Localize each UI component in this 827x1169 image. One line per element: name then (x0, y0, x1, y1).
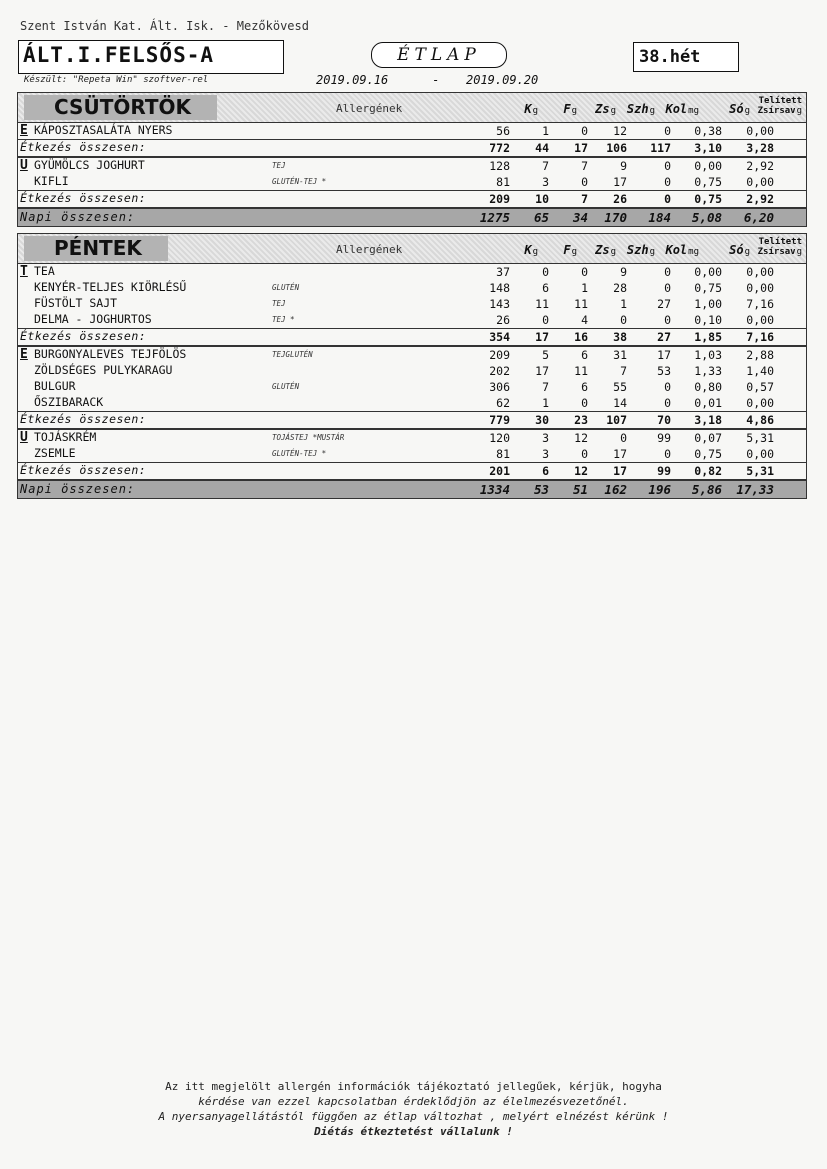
value-so: 1,03 (694, 348, 722, 362)
total-sat: 3,28 (746, 141, 774, 155)
daily-f: 65 (533, 210, 549, 225)
value-so: 0,75 (694, 447, 722, 461)
day-header (17, 92, 807, 122)
value-k: 202 (489, 364, 510, 378)
class-name-box (18, 40, 284, 74)
meal-total-spacer (272, 191, 450, 207)
col-header-k-label: K (524, 102, 532, 116)
value-f: 3 (542, 431, 549, 445)
value-kol: 0 (664, 265, 671, 279)
value-szh: 1 (620, 297, 627, 311)
menu-item-allergens: TEJGLUTÉN (272, 350, 313, 359)
col-header-k-unit: g (532, 106, 538, 116)
day-name: CSÜTÖRTÖK (24, 95, 217, 120)
total-f: 30 (535, 413, 549, 427)
col-header-sat-top: Telített (758, 96, 802, 106)
value-szh: 55 (613, 380, 627, 394)
allergens-header: Allergének (336, 102, 403, 115)
col-header-kol-label: Kol (665, 243, 688, 257)
value-so: 0,75 (694, 281, 722, 295)
value-kol: 99 (657, 431, 671, 445)
value-f: 1 (542, 396, 549, 410)
total-so: 1,85 (694, 330, 722, 344)
col-header-zs (581, 93, 620, 122)
menu-item-name-cell (18, 174, 272, 190)
value-szh: 7 (620, 364, 627, 378)
menu-item-allergens (272, 395, 450, 411)
value-f: 3 (542, 447, 549, 461)
menu-item-row (17, 312, 807, 328)
daily-total-label: Napi összesen: (20, 482, 136, 496)
value-zs: 7 (581, 159, 588, 173)
col-header-f (542, 234, 581, 263)
col-header-f-unit: g (571, 247, 577, 257)
value-k: 209 (489, 348, 510, 362)
daily-k: 1334 (479, 482, 510, 497)
menu-item-row (17, 346, 807, 363)
total-k: 772 (489, 141, 510, 155)
daily-total-label: Napi összesen: (20, 210, 136, 224)
total-zs: 17 (574, 141, 588, 155)
value-sat: 0,00 (746, 265, 774, 279)
col-header-f-label: F (563, 243, 571, 257)
col-header-sat-unit: g (796, 247, 802, 257)
col-header-zs-label: Zs (595, 102, 610, 116)
daily-f: 53 (533, 482, 549, 497)
col-header-zs-unit: g (610, 106, 616, 116)
total-sat: 5,31 (746, 464, 774, 478)
value-kol: 0 (664, 396, 671, 410)
total-szh: 38 (613, 330, 627, 344)
col-header-szh-label: Szh (626, 243, 649, 257)
value-kol: 0 (664, 380, 671, 394)
daily-zs: 34 (572, 210, 588, 225)
total-k: 201 (489, 464, 510, 478)
col-header-saturated (754, 234, 806, 263)
meal-total-spacer (272, 463, 450, 479)
value-k: 148 (489, 281, 510, 295)
menu-item-name-cell (18, 446, 272, 462)
col-header-kol (659, 234, 703, 263)
software-credit: Készült: "Repeta Win" szoftver-rel (24, 75, 209, 85)
meal-total-row (17, 462, 807, 480)
value-zs: 1 (581, 281, 588, 295)
date-to: 2019.09.20 (466, 73, 539, 87)
value-so: 0,07 (694, 431, 722, 445)
menu-item-allergens (272, 363, 450, 379)
daily-kol: 184 (648, 210, 671, 225)
meal-marker: E (20, 123, 28, 138)
daily-total-spacer (272, 209, 450, 226)
value-szh: 12 (613, 124, 627, 138)
value-sat: 0,00 (746, 281, 774, 295)
footer-line-3: A nyersanyagellátástól függően az étlap változhat , melyért elnézést kérünk ! (158, 1110, 669, 1123)
col-header-kol-label: Kol (665, 102, 688, 116)
value-szh: 28 (613, 281, 627, 295)
meal-marker: U (20, 158, 28, 173)
col-header-so (703, 234, 754, 263)
value-k: 62 (496, 396, 510, 410)
daily-kol: 196 (648, 482, 671, 497)
daily-total-row (17, 208, 807, 227)
menu-item-name: ZÖLDSÉGES PULYKARAGU (34, 363, 173, 377)
menu-title: ÉTLAP (397, 45, 481, 65)
menu-item-row (17, 446, 807, 462)
col-header-szh (620, 93, 659, 122)
value-zs: 6 (581, 348, 588, 362)
value-sat: 0,00 (746, 124, 774, 138)
menu-item-name: BURGONYALEVES TEJFÖLÖS (34, 347, 187, 361)
col-header-so-label: Só (729, 243, 744, 257)
total-k: 354 (489, 330, 510, 344)
value-zs: 4 (581, 313, 588, 327)
total-f: 6 (542, 464, 549, 478)
week-box (633, 42, 739, 72)
col-header-f (542, 93, 581, 122)
total-kol: 70 (657, 413, 671, 427)
col-header-k (478, 234, 542, 263)
total-zs: 16 (574, 330, 588, 344)
menu-item-name: KENYÉR-TELJES KIÖRLÉSŰ (34, 280, 187, 294)
menu-item-name: GYÜMÖLCS JOGHURT (34, 158, 145, 172)
menu-item-name: TEA (34, 264, 55, 278)
meal-total-row (17, 411, 807, 429)
menu-item-row (17, 395, 807, 411)
value-f: 11 (535, 297, 549, 311)
col-header-kol (659, 93, 703, 122)
menu-item-allergens: GLUTÉN-TEJ * (272, 449, 327, 458)
meal-marker: U (20, 430, 28, 445)
menu-item-allergens: GLUTÉN (272, 382, 300, 391)
menu-item-row (17, 122, 807, 139)
menu-item-allergens: TEJ (272, 299, 286, 308)
col-header-zs-label: Zs (595, 243, 610, 257)
day-name: PÉNTEK (24, 236, 168, 261)
menu-item-name: ŐSZIBARACK (34, 395, 104, 409)
date-separator: - (432, 73, 440, 87)
col-header-f-label: F (563, 102, 571, 116)
value-zs: 0 (581, 124, 588, 138)
value-zs: 12 (574, 431, 588, 445)
value-kol: 53 (657, 364, 671, 378)
col-header-kol-unit: mg (688, 247, 699, 257)
total-zs: 7 (581, 192, 588, 206)
menu-item-allergens: TEJ (272, 161, 286, 170)
value-k: 81 (496, 175, 510, 189)
total-f: 10 (535, 192, 549, 206)
value-szh: 0 (620, 431, 627, 445)
daily-so: 5,08 (691, 210, 722, 225)
total-zs: 12 (574, 464, 588, 478)
total-sat: 4,86 (746, 413, 774, 427)
value-k: 37 (496, 265, 510, 279)
footer-line-2: kérdése van ezzel kapcsolatban érdeklődjön az élelmezésvezetőnél. (198, 1095, 629, 1108)
menu-item-allergens: TOJÁSTEJ *MUSTÁR (272, 433, 345, 442)
school-name: Szent István Kat. Ált. Isk. - Mezőkövesd (20, 19, 309, 33)
menu-item-row (17, 429, 807, 446)
col-header-k-unit: g (532, 247, 538, 257)
meal-marker: T (20, 264, 28, 279)
daily-so: 5,86 (691, 482, 722, 497)
value-f: 7 (542, 159, 549, 173)
menu-item-allergens: GLUTÉN-TEJ * (272, 177, 327, 186)
footer-notes (0, 1079, 827, 1139)
value-k: 81 (496, 447, 510, 461)
total-f: 17 (535, 330, 549, 344)
value-f: 6 (542, 281, 549, 295)
menu-item-name-cell (18, 312, 272, 328)
meal-total-spacer (272, 329, 450, 345)
menu-item-name-cell (18, 379, 272, 395)
col-header-sat-bottom: Zsírsav (757, 247, 796, 257)
menu-item-name-cell (18, 430, 272, 446)
class-name: ÁLT.I.FELSŐS-A (23, 43, 215, 67)
menu-item-name-cell (18, 158, 272, 174)
value-kol: 0 (664, 159, 671, 173)
value-f: 0 (542, 265, 549, 279)
meal-total-row (17, 139, 807, 157)
menu-item-name-cell (18, 264, 272, 280)
menu-item-name: ZSEMLE (34, 446, 76, 460)
daily-total-row (17, 480, 807, 499)
value-sat: 2,92 (746, 159, 774, 173)
col-header-k-label: K (524, 243, 532, 257)
value-k: 56 (496, 124, 510, 138)
value-f: 0 (542, 313, 549, 327)
value-sat: 0,57 (746, 380, 774, 394)
col-header-so-unit: g (744, 106, 750, 116)
value-k: 143 (489, 297, 510, 311)
total-szh: 17 (613, 464, 627, 478)
daily-szh: 170 (604, 210, 627, 225)
value-kol: 27 (657, 297, 671, 311)
menu-item-row (17, 379, 807, 395)
col-header-sat-top: Telített (758, 237, 802, 247)
footer-line-1: Az itt megjelölt allergén információk tájékoztató jellegűek, kérjük, hogyha (165, 1080, 662, 1093)
total-kol: 0 (664, 192, 671, 206)
value-zs: 0 (581, 175, 588, 189)
value-zs: 6 (581, 380, 588, 394)
value-zs: 11 (574, 364, 588, 378)
value-szh: 17 (613, 175, 627, 189)
value-f: 3 (542, 175, 549, 189)
value-k: 26 (496, 313, 510, 327)
menu-item-row (17, 363, 807, 379)
total-so: 0,75 (694, 192, 722, 206)
daily-sat: 6,20 (743, 210, 774, 225)
value-so: 1,00 (694, 297, 722, 311)
value-sat: 5,31 (746, 431, 774, 445)
col-header-zs-unit: g (610, 247, 616, 257)
col-header-saturated (754, 93, 806, 122)
value-f: 7 (542, 380, 549, 394)
value-szh: 14 (613, 396, 627, 410)
menu-item-row (17, 157, 807, 174)
total-k: 779 (489, 413, 510, 427)
value-szh: 17 (613, 447, 627, 461)
menu-item-name-cell (18, 123, 272, 139)
col-header-zs (581, 234, 620, 263)
value-k: 120 (489, 431, 510, 445)
total-so: 3,10 (694, 141, 722, 155)
value-sat: 0,00 (746, 396, 774, 410)
value-f: 5 (542, 348, 549, 362)
value-so: 1,33 (694, 364, 722, 378)
menu-item-name: KÁPOSZTASALÁTA NYERS (34, 123, 173, 137)
value-kol: 17 (657, 348, 671, 362)
menu-item-allergens: TEJ * (272, 315, 295, 324)
col-header-szh-unit: g (649, 106, 655, 116)
meal-total-spacer (272, 140, 450, 156)
value-zs: 0 (581, 396, 588, 410)
col-header-sat-bottom: Zsírsav (757, 106, 796, 116)
value-zs: 0 (581, 265, 588, 279)
col-header-so-unit: g (744, 247, 750, 257)
value-sat: 2,88 (746, 348, 774, 362)
col-header-sat-unit: g (796, 106, 802, 116)
total-so: 0,82 (694, 464, 722, 478)
menu-item-allergens (272, 123, 450, 139)
value-szh: 9 (620, 265, 627, 279)
menu-item-name: KIFLI (34, 174, 69, 188)
menu-title-box (371, 42, 507, 68)
col-header-so-label: Só (729, 102, 744, 116)
total-f: 44 (535, 141, 549, 155)
total-kol: 27 (657, 330, 671, 344)
value-so: 0,38 (694, 124, 722, 138)
daily-k: 1275 (479, 210, 510, 225)
total-szh: 106 (606, 141, 627, 155)
value-so: 0,75 (694, 175, 722, 189)
value-szh: 31 (613, 348, 627, 362)
value-kol: 0 (664, 313, 671, 327)
total-szh: 26 (613, 192, 627, 206)
value-kol: 0 (664, 175, 671, 189)
meal-total-label: Étkezés összesen: (20, 412, 147, 426)
nutrient-headers (478, 93, 806, 122)
menu-item-name-cell (18, 363, 272, 379)
daily-szh: 162 (604, 482, 627, 497)
col-header-szh (620, 234, 659, 263)
value-k: 306 (489, 380, 510, 394)
menu-item-row (17, 263, 807, 280)
value-zs: 11 (574, 297, 588, 311)
menu-item-name-cell (18, 296, 272, 312)
menu-item-name-cell (18, 280, 272, 296)
week-number: 38.hét (639, 47, 701, 67)
nutrient-headers (478, 234, 806, 263)
col-header-f-unit: g (571, 106, 577, 116)
menu-item-row (17, 280, 807, 296)
value-so: 0,00 (694, 159, 722, 173)
value-kol: 0 (664, 447, 671, 461)
menu-item-name-cell (18, 347, 272, 363)
value-so: 0,80 (694, 380, 722, 394)
col-header-kol-unit: mg (688, 106, 699, 116)
total-sat: 7,16 (746, 330, 774, 344)
menu-item-row (17, 174, 807, 190)
footer-line-4: Diétás étkeztetést vállalunk ! (314, 1125, 513, 1138)
value-sat: 1,40 (746, 364, 774, 378)
date-from: 2019.09.16 (316, 73, 389, 87)
total-so: 3,18 (694, 413, 722, 427)
menu-item-allergens: GLUTÉN (272, 283, 300, 292)
menu-item-name: FÜSTÖLT SAJT (34, 296, 118, 310)
menu-item-allergens (272, 264, 450, 280)
value-kol: 0 (664, 124, 671, 138)
col-header-szh-label: Szh (626, 102, 649, 116)
meal-total-spacer (272, 412, 450, 428)
value-k: 128 (489, 159, 510, 173)
meal-total-row (17, 190, 807, 208)
value-sat: 7,16 (746, 297, 774, 311)
meal-total-label: Étkezés összesen: (20, 191, 147, 205)
meal-total-label: Étkezés összesen: (20, 463, 147, 477)
col-header-so (703, 93, 754, 122)
meal-total-label: Étkezés összesen: (20, 140, 147, 154)
value-kol: 0 (664, 281, 671, 295)
value-f: 1 (542, 124, 549, 138)
total-kol: 117 (650, 141, 671, 155)
value-szh: 0 (620, 313, 627, 327)
value-szh: 9 (620, 159, 627, 173)
total-szh: 107 (606, 413, 627, 427)
day-header (17, 233, 807, 263)
total-sat: 2,92 (746, 192, 774, 206)
value-zs: 0 (581, 447, 588, 461)
menu-item-name: DELMA - JOGHURTOS (34, 312, 152, 326)
menu-table (17, 92, 807, 505)
menu-item-name: TOJÁSKRÉM (34, 430, 97, 444)
total-zs: 23 (574, 413, 588, 427)
total-k: 209 (489, 192, 510, 206)
meal-marker: E (20, 347, 28, 362)
value-sat: 0,00 (746, 447, 774, 461)
total-kol: 99 (657, 464, 671, 478)
value-so: 0,00 (694, 265, 722, 279)
menu-item-name: BULGUR (34, 379, 76, 393)
daily-sat: 17,33 (736, 482, 774, 497)
value-so: 0,10 (694, 313, 722, 327)
menu-item-name-cell (18, 395, 272, 411)
value-sat: 0,00 (746, 313, 774, 327)
value-f: 17 (535, 364, 549, 378)
daily-zs: 51 (572, 482, 588, 497)
col-header-k (478, 93, 542, 122)
meal-total-row (17, 328, 807, 346)
col-header-szh-unit: g (649, 247, 655, 257)
menu-item-row (17, 296, 807, 312)
daily-total-spacer (272, 481, 450, 498)
value-so: 0,01 (694, 396, 722, 410)
allergens-header: Allergének (336, 243, 403, 256)
value-sat: 0,00 (746, 175, 774, 189)
meal-total-label: Étkezés összesen: (20, 329, 147, 343)
